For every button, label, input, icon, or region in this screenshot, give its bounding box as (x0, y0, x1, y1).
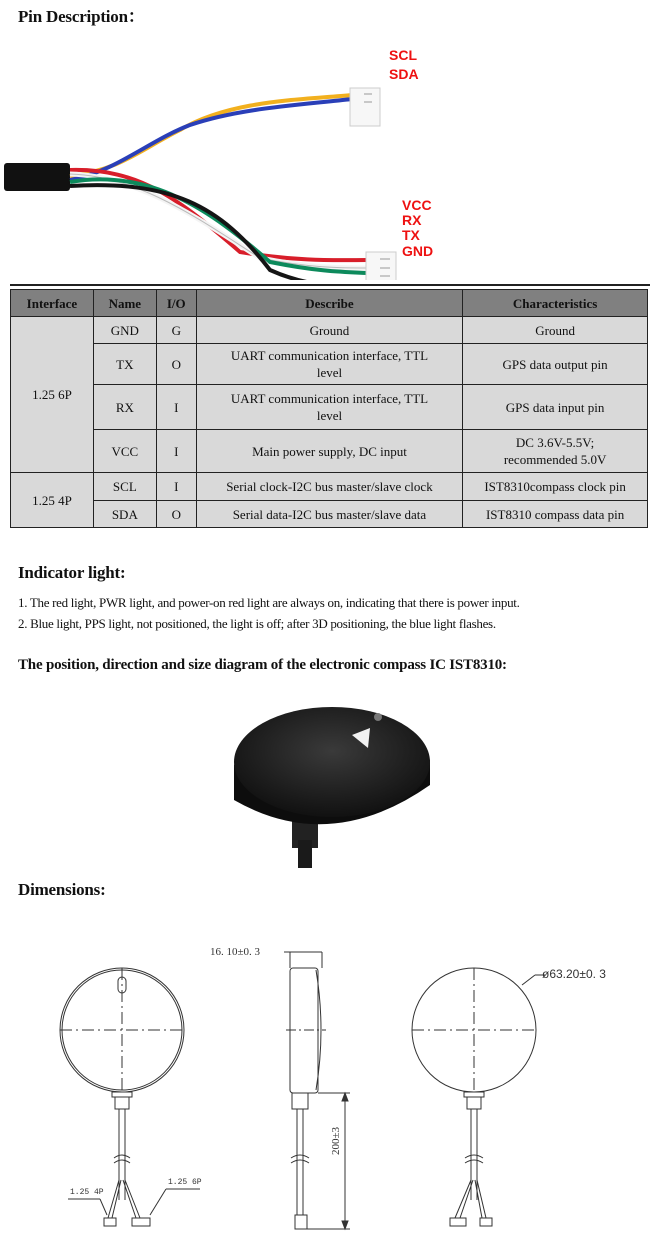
pin-label-scl: SCL (389, 47, 417, 63)
table-row (11, 344, 648, 385)
pin-label-rx: RX (402, 212, 422, 228)
name-cell: RX (93, 385, 156, 430)
characteristics-cell: IST8310compass clock pin (463, 473, 648, 501)
compass-title: The position, direction and size diagram of the electronic compass IC IST8310: (18, 657, 507, 673)
io-cell: O (156, 501, 196, 528)
name-cell: VCC (93, 430, 156, 473)
characteristics-cell: DC 3.6V-5.5V; recommended 5.0V (463, 430, 648, 473)
indicator-item-1: 1. The red light, PWR light, and power-on red light are always on, indicating that there is power input. (18, 595, 520, 610)
interface-cell: 1.25 6P (11, 317, 94, 473)
table-row (11, 317, 648, 344)
io-cell: O (156, 344, 196, 385)
connector-6p-label: 1.25 6P (168, 1178, 202, 1187)
pin-description-title: Pin Description： (18, 7, 145, 26)
name-cell: TX (93, 344, 156, 385)
pin-label-vcc: VCC (402, 197, 432, 213)
describe-cell: UART communication interface, TTL level (196, 344, 462, 385)
header-io: I/O (156, 290, 196, 317)
dimensions-title: Dimensions: (18, 880, 106, 899)
io-cell: I (156, 430, 196, 473)
table-row (11, 501, 648, 528)
characteristics-cell: GPS data output pin (463, 344, 648, 385)
pin-label-sda: SDA (389, 66, 419, 82)
header-describe: Describe (196, 290, 462, 317)
cable-photo (0, 30, 660, 280)
io-cell: I (156, 385, 196, 430)
cable-image (0, 30, 660, 280)
describe-cell: Serial data-I2C bus master/slave data (196, 501, 462, 528)
name-cell: SDA (93, 501, 156, 528)
thickness-label: 16. 10±0. 3 (210, 946, 261, 958)
characteristics-cell: GPS data input pin (463, 385, 648, 430)
indicator-item-2: 2. Blue light, PPS light, not positioned, the light is off; after 3D positioning, the blue light flashes. (18, 616, 496, 631)
pin-label-tx: TX (402, 227, 420, 243)
io-cell: G (156, 317, 196, 344)
header-characteristics: Characteristics (463, 290, 648, 317)
name-cell: GND (93, 317, 156, 344)
table-row (11, 385, 648, 430)
connector-4p-label: 1.25 4P (70, 1188, 104, 1197)
diameter-label: ø63.20±0. 3 (542, 967, 606, 981)
header-interface: Interface (11, 290, 94, 317)
describe-cell: Serial clock-I2C bus master/slave clock (196, 473, 462, 501)
product-photo (220, 690, 440, 870)
table-row (11, 430, 648, 473)
cable-length-label: 200±3 (330, 1126, 342, 1155)
io-cell: I (156, 473, 196, 501)
describe-cell: Main power supply, DC input (196, 430, 462, 473)
indicator-title: Indicator light: (18, 563, 126, 582)
characteristics-cell: IST8310 compass data pin (463, 501, 648, 528)
header-name: Name (93, 290, 156, 317)
divider (10, 284, 650, 286)
pin-label-gnd: GND (402, 243, 434, 259)
table-row (11, 473, 648, 501)
characteristics-cell: Ground (463, 317, 648, 344)
name-cell: SCL (93, 473, 156, 501)
interface-cell: 1.25 4P (11, 473, 94, 528)
describe-cell: Ground (196, 317, 462, 344)
dimension-drawing (0, 940, 660, 1235)
table-header-row (11, 290, 648, 317)
pin-table (10, 289, 648, 528)
gps-module-image (220, 690, 440, 870)
describe-cell: UART communication interface, TTL level (196, 385, 462, 430)
